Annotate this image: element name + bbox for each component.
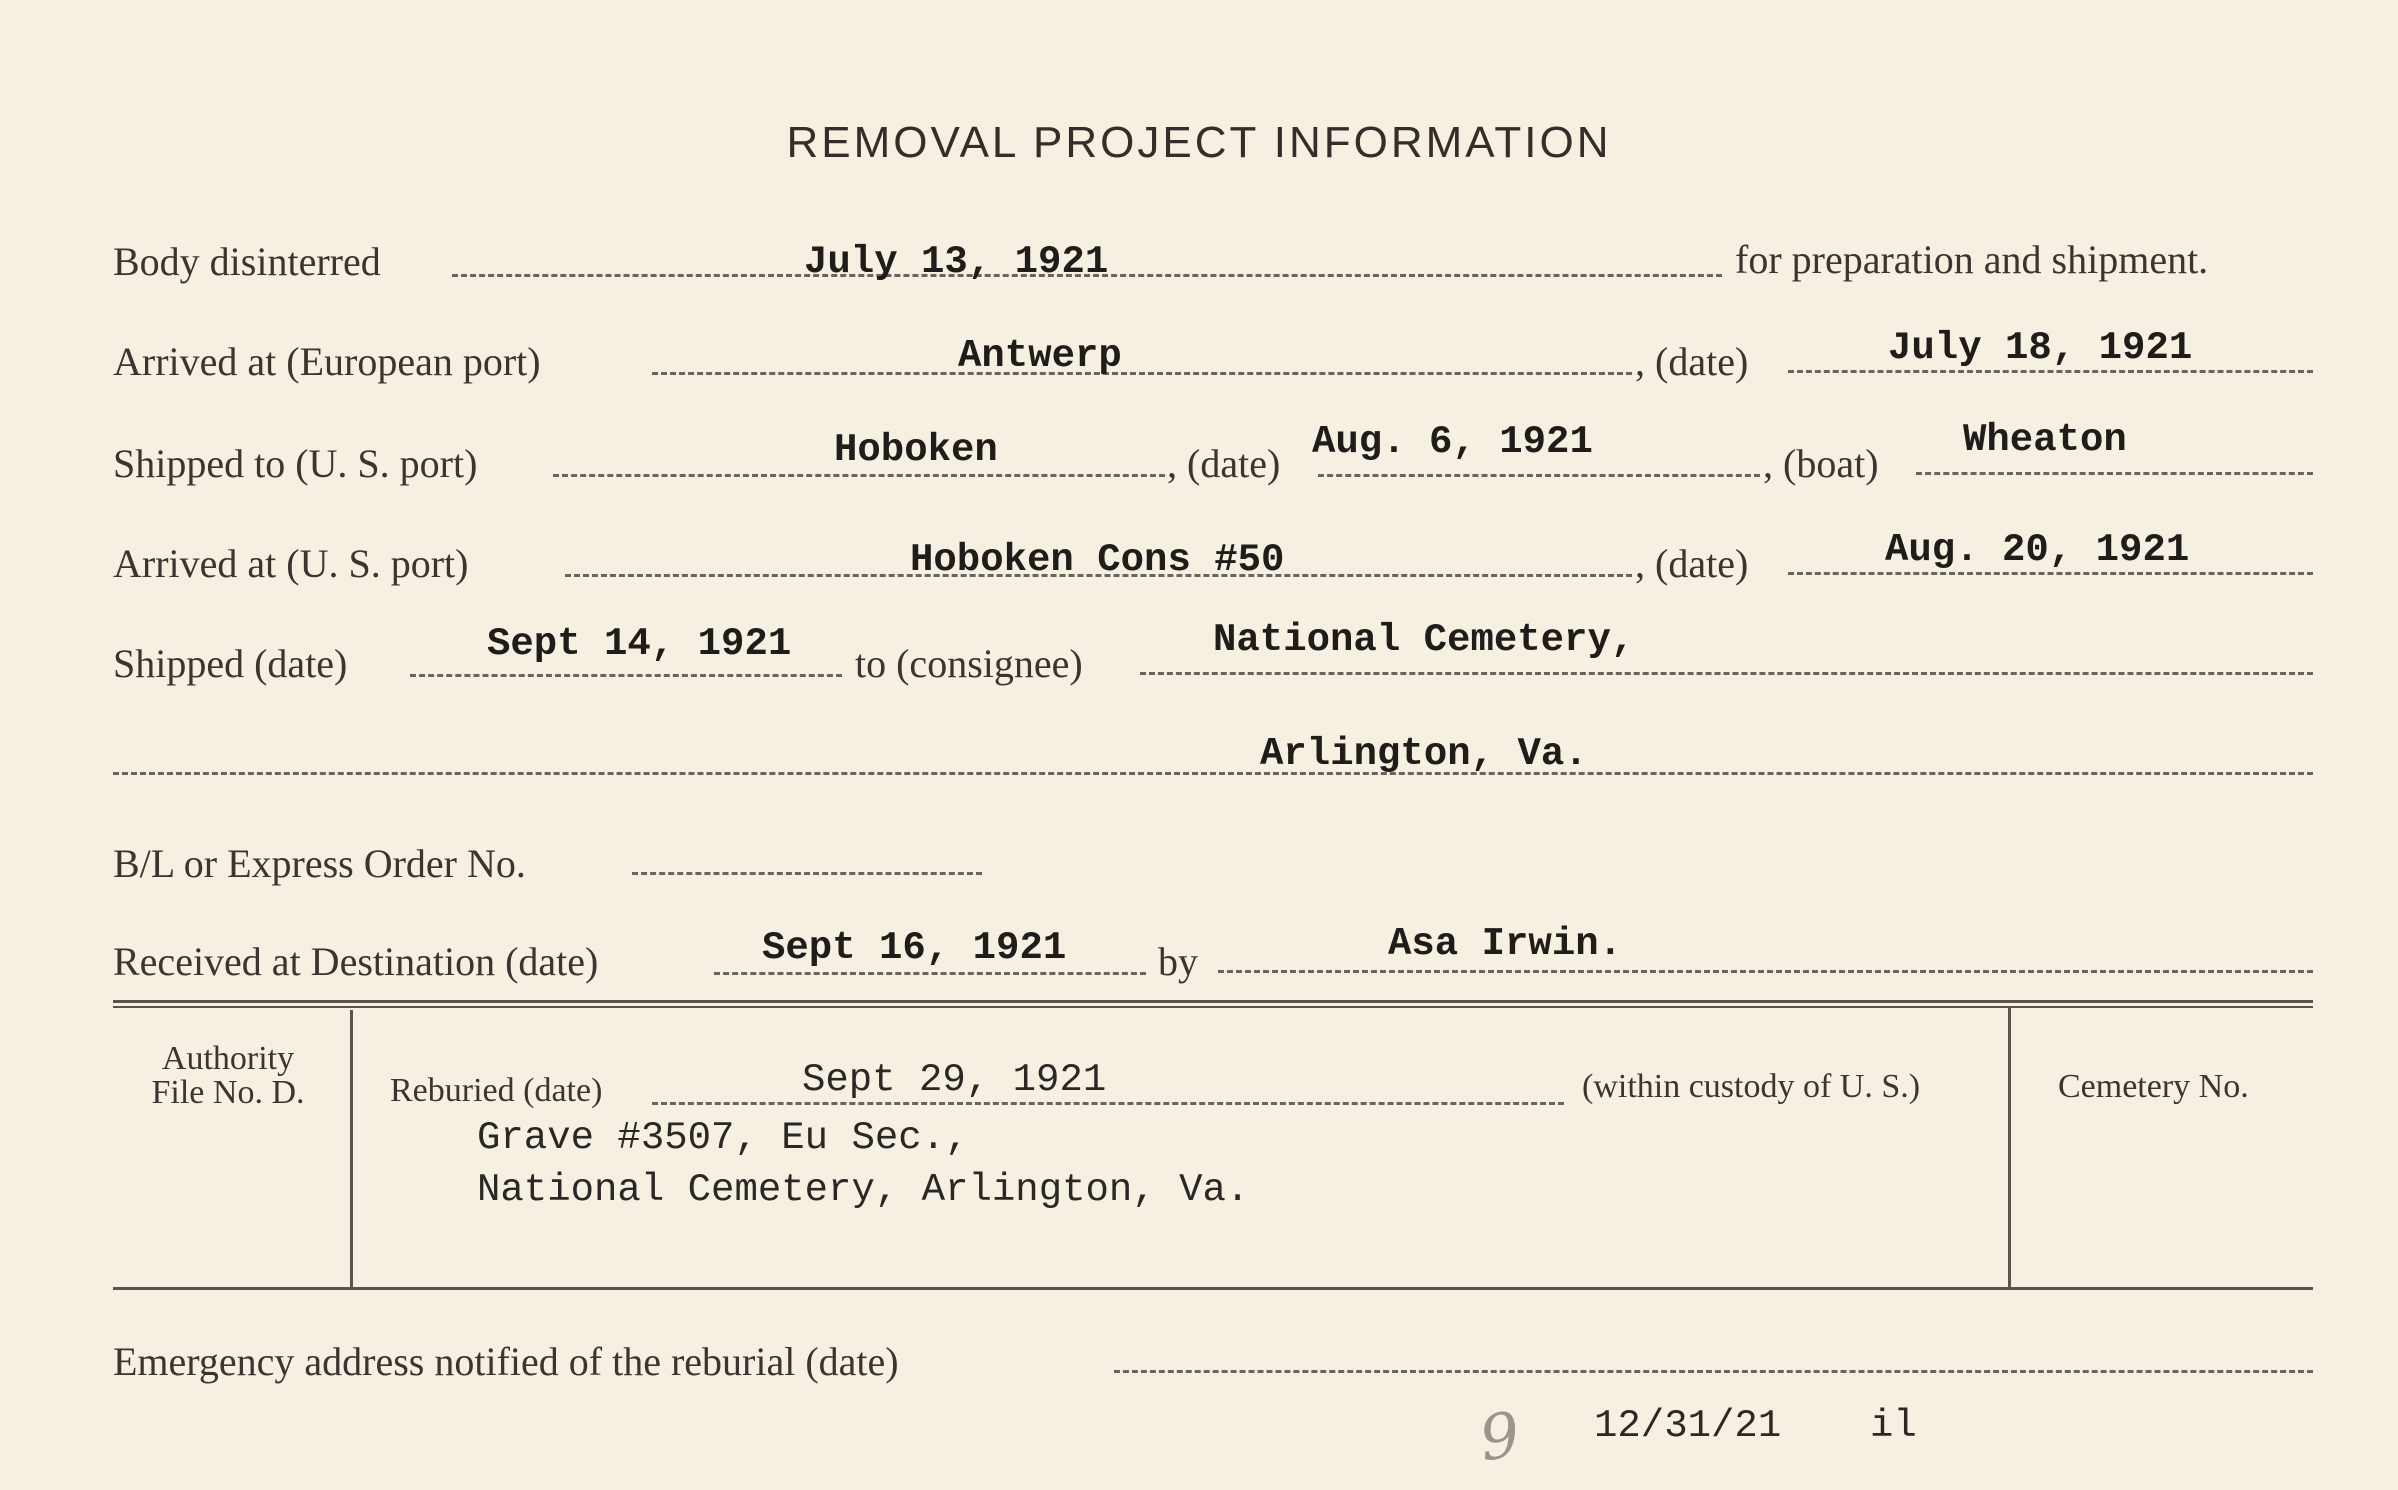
- box-top-border-inner: [113, 1006, 2313, 1008]
- arrived-european-port-label: Arrived at (European port): [113, 339, 541, 384]
- shipped-date-value: Sept 14, 1921: [487, 622, 792, 666]
- european-port-value: Antwerp: [958, 334, 1122, 378]
- stamp-code-value: il: [1870, 1404, 1917, 1448]
- bl-express-line: [632, 872, 982, 875]
- stamp-date-value: 12/31/21: [1594, 1404, 1782, 1448]
- body-disinterred-label: Body disinterred: [113, 239, 381, 284]
- for-preparation-label: for preparation and shipment.: [1735, 237, 2209, 282]
- shipped-date-line: [410, 674, 842, 677]
- authority-label-line1: Authority: [161, 1040, 295, 1077]
- consignee-value-line1: National Cemetery,: [1213, 618, 1635, 662]
- shipped-us-port-date-line: [1318, 474, 1760, 477]
- arrived-us-port-label: Arrived at (U. S. port): [113, 541, 469, 586]
- to-consignee-label: to (consignee): [855, 641, 1083, 686]
- arrived-us-date-label: , (date): [1635, 541, 1749, 586]
- pencil-mark: 9: [1475, 1397, 1525, 1476]
- european-port-line: [652, 372, 1632, 375]
- european-date-label: , (date): [1635, 339, 1749, 384]
- received-date-line: [714, 972, 1146, 975]
- consignee-line-2: [113, 772, 2313, 775]
- shipped-us-port-line: [553, 474, 1165, 477]
- received-destination-label: Received at Destination (date): [113, 939, 599, 984]
- received-date-value: Sept 16, 1921: [762, 926, 1067, 970]
- boat-value: Wheaton: [1963, 418, 2127, 462]
- shipped-us-port-date-value: Aug. 6, 1921: [1312, 420, 1593, 464]
- shipped-us-port-value: Hoboken: [834, 428, 998, 472]
- shipped-date-label-inline: , (date): [1167, 441, 1281, 486]
- reburied-date-line: [652, 1102, 1564, 1105]
- grave-line2-value: National Cemetery, Arlington, Va.: [477, 1168, 1250, 1212]
- reburied-date-value: Sept 29, 1921: [802, 1058, 1107, 1102]
- box-bottom-border: [113, 1287, 2313, 1290]
- shipped-date-label: Shipped (date): [113, 641, 348, 686]
- emergency-date-line: [1114, 1370, 2313, 1373]
- boat-label: , (boat): [1763, 441, 1879, 486]
- bl-express-label: B/L or Express Order No.: [113, 841, 526, 886]
- card-title: REMOVAL PROJECT INFORMATION: [786, 118, 1612, 167]
- emergency-address-label: Emergency address notified of the reburial (date): [113, 1339, 899, 1384]
- within-custody-label: (within custody of U. S.): [1582, 1068, 1921, 1105]
- cemetery-no-label: Cemetery No.: [2058, 1068, 2249, 1105]
- consignee-line-1: [1140, 672, 2313, 675]
- shipped-to-us-port-label: Shipped to (U. S. port): [113, 441, 478, 486]
- received-by-value: Asa Irwin.: [1388, 922, 1623, 966]
- box-top-border: [113, 1000, 2313, 1003]
- arrived-us-date-line: [1788, 572, 2313, 575]
- consignee-value-line2: Arlington, Va.: [1260, 732, 1588, 776]
- received-by-line: [1218, 970, 2313, 973]
- disinterred-date-value: July 13, 1921: [804, 240, 1109, 284]
- arrived-us-port-value: Hoboken Cons #50: [910, 538, 1285, 582]
- arrived-us-date-value: Aug. 20, 1921: [1885, 528, 2190, 572]
- boat-line: [1916, 472, 2313, 475]
- authority-label-line2: File No. D.: [151, 1074, 305, 1111]
- reburied-date-label: Reburied (date): [390, 1072, 603, 1109]
- grave-line1-value: Grave #3507, Eu Sec.,: [477, 1116, 969, 1160]
- received-by-label: by: [1158, 939, 1198, 984]
- box-divider-right: [2008, 1006, 2011, 1288]
- european-arrival-date-value: July 18, 1921: [1888, 326, 2193, 370]
- box-divider-left: [350, 1010, 353, 1288]
- european-date-line: [1788, 370, 2313, 373]
